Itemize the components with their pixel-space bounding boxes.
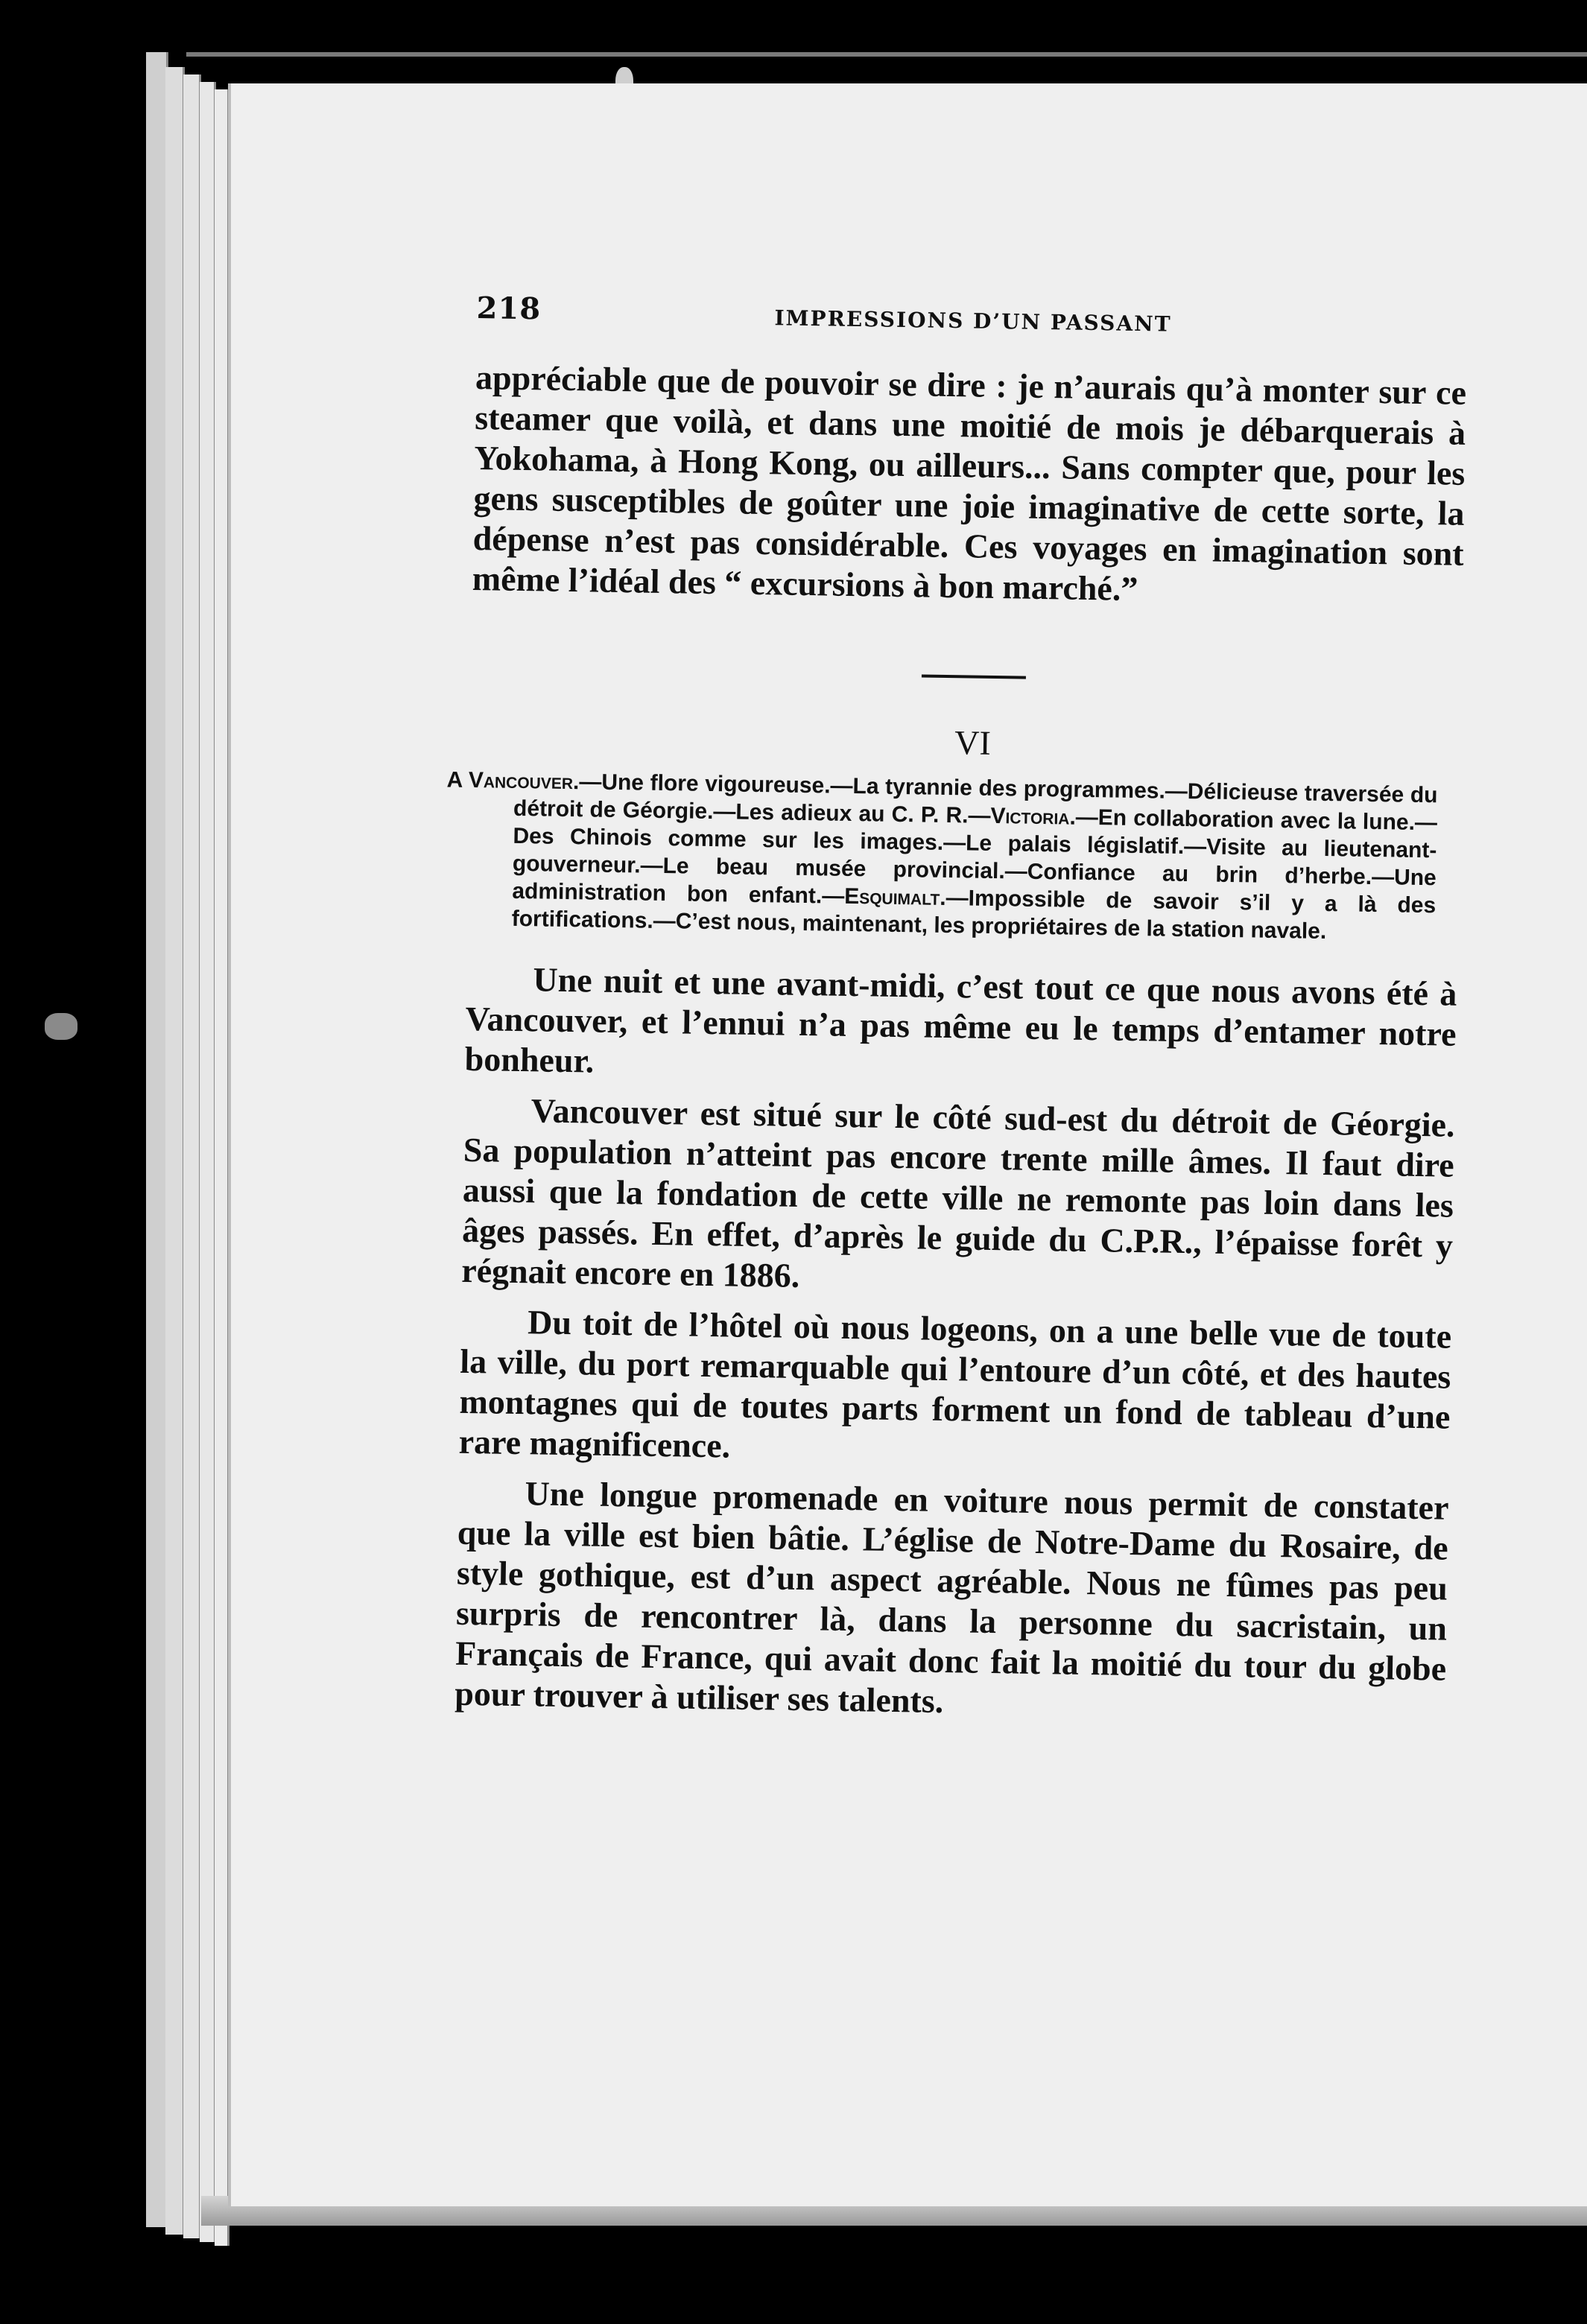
running-title: IMPRESSIONS D’UN PASSANT <box>774 305 1172 337</box>
paragraph: Du toit de l’hôtel où nous logeons, on a une belle vue de toute la ville, du port remarquable qui l’entoure d’un côté, et des hautes montagnes qui de toutes parts forment un fond de tableau d’une rare magnificence. <box>458 1303 1452 1465</box>
page-number: 218 <box>476 290 542 327</box>
summary-place-esquimalt: Esquimalt <box>843 883 940 910</box>
paragraph: Une nuit et une avant-midi, c’est tout ce que nous avons été à Vancouver, et l’ennui n’a pas même eu le temps d’entamer notre bonheur. <box>464 960 1457 1080</box>
page-edge <box>215 89 229 2246</box>
summary-lead: A <box>446 767 463 793</box>
chapter-summary <box>444 766 1437 947</box>
summary-place-vancouver: Vancouver <box>468 767 574 795</box>
page-content <box>446 290 1468 1730</box>
summary-place-victoria: Victoria <box>990 803 1070 830</box>
summary-part-2: .—En collaboration avec la lune.—Des Chinois comme sur les images.—Le palais législatif.—Visite au lieutenant-gouverneur.—Le beau musée provincial.—Confiance au brin d’herbe.—Une administration bon enfant.— <box>512 804 1438 909</box>
scan-mark <box>45 1013 77 1040</box>
paragraph: Vancouver est situé sur le côté sud-est du détroit de Géorgie. Sa population n’atteint pas encore trente mille âmes. Il faut dire aussi que la fondation de cette ville ne remonte pas loin dans les âges passés. En effet, d’après le guide du C.P.R., l’épaisse forêt y régnait encore en 1886. <box>460 1091 1455 1295</box>
summary-part-3: .—Impossible de savoir s’il y a là des fortifications.—C’est nous, maintenant, les propriétaires de la station navale. <box>511 885 1436 944</box>
section-divider <box>922 674 1026 679</box>
page-edge <box>200 82 216 2242</box>
opening-paragraph: appréciable que de pouvoir se dire : je n’aurais qu’à monter sur ce steamer que voilà, et dans une moitié de mois je débarquerais à Yokohama, à Hong Kong, ou ailleurs... Sans compter que, pour les gens susceptibles de goûter une joie imaginative de cette sorte, la dépense n’est pas considérable. Ces voyages en imagination sont même l’idéal des “ excursions à bon marché.” <box>472 358 1467 608</box>
summary-part-1: .—Une flore vigoureuse.—La tyrannie des programmes.—Délicieuse traversée du détroit de Géorgie.—Les adieux au C. P. R.— <box>513 769 1438 828</box>
top-edge-shadow <box>186 52 1587 57</box>
page-edge <box>183 74 201 2238</box>
section-number: VI <box>954 723 992 762</box>
page-edge <box>165 67 185 2235</box>
paragraph: Une longue promenade en voiture nous permit de constater que la ville est bien bâtie. L’église de Notre-Dame du Rosaire, de style gothique, est d’un aspect agréable. Nous ne fûmes pas peu surpris de rencontrer là, dans la personne du sacristain, un Français de France, qui avait donc fait la moitié du tour du globe pour trouver à utiliser ses talents. <box>454 1474 1449 1721</box>
